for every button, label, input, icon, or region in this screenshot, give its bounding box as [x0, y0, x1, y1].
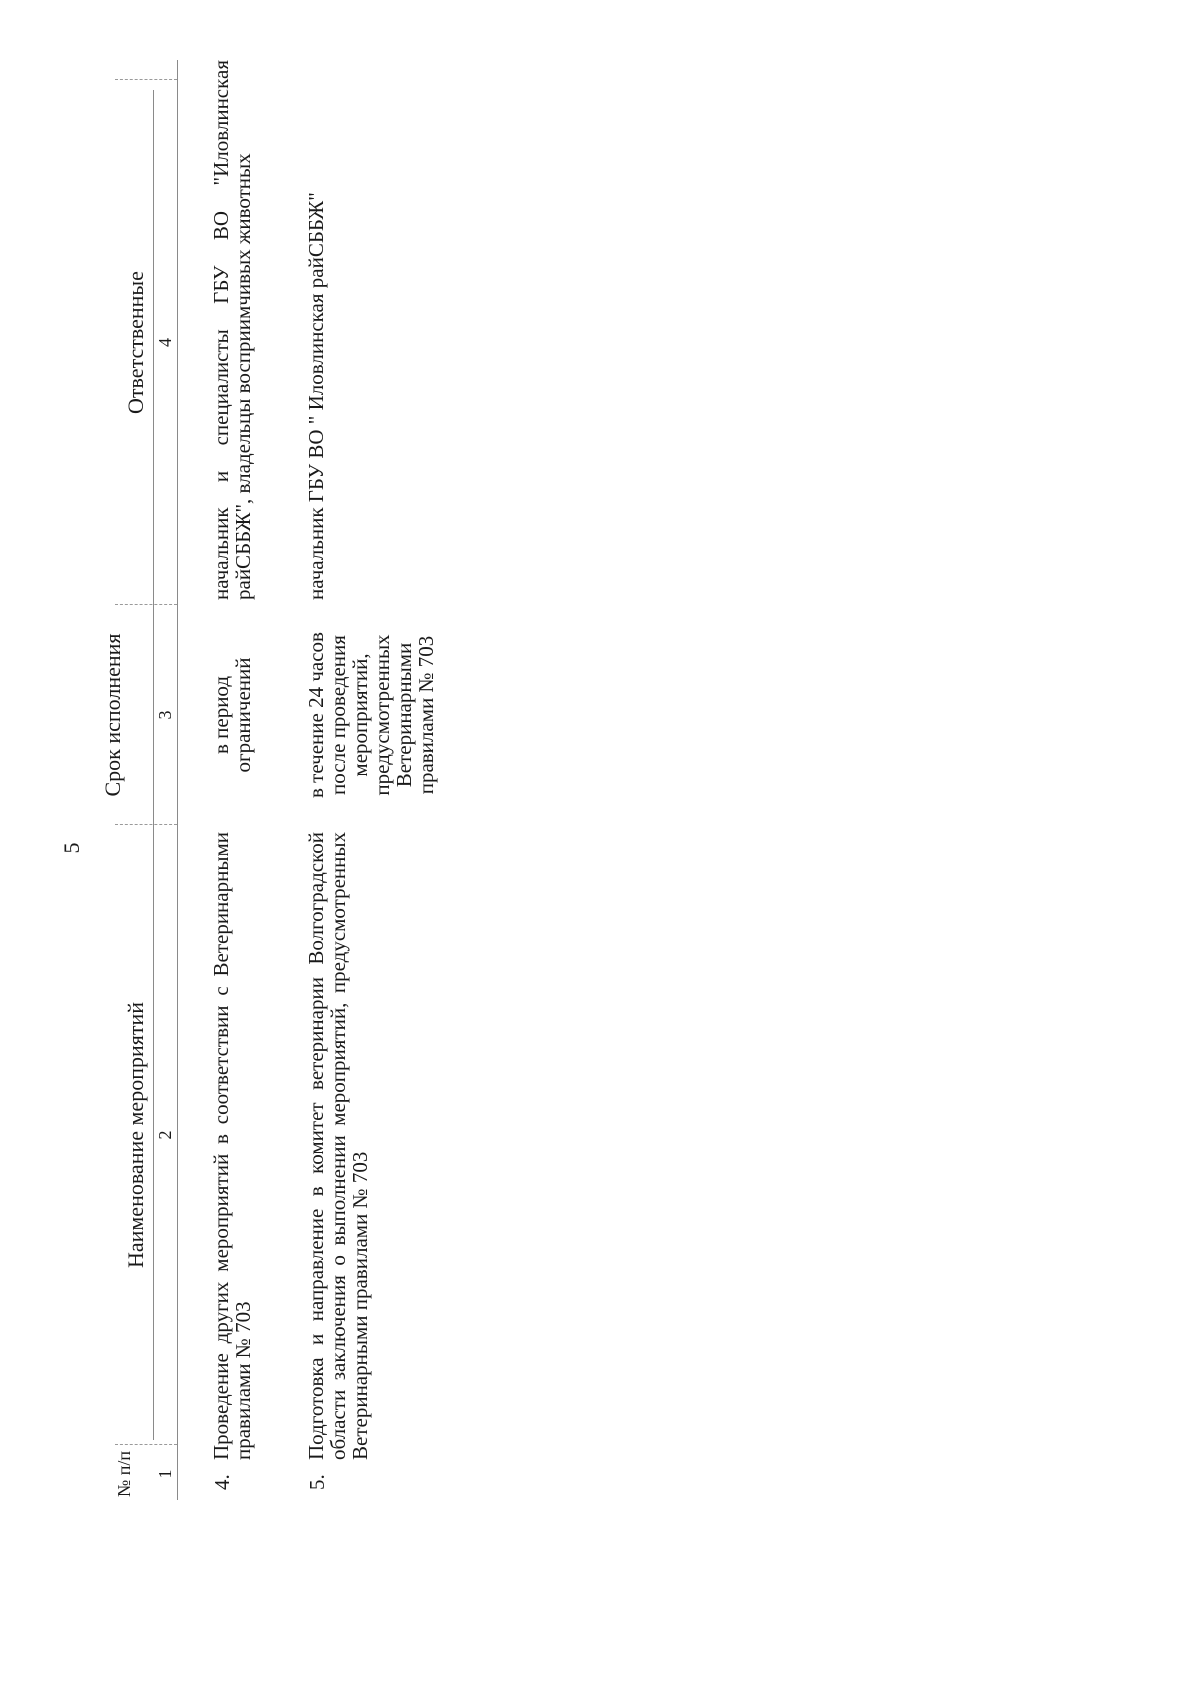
- column-number: 2: [155, 1130, 175, 1140]
- column-number: 4: [155, 338, 175, 347]
- column-divider: [115, 604, 177, 605]
- page-number: 5: [59, 842, 84, 854]
- header-num: № п/п: [114, 1451, 134, 1497]
- column-number: 3: [155, 710, 175, 720]
- row-term: в период ограничений: [209, 657, 255, 773]
- column-divider: [115, 824, 177, 825]
- column-divider: [115, 1444, 177, 1445]
- header-bottom-line: [177, 60, 178, 1500]
- column-number: 1: [155, 1469, 175, 1479]
- header-term: Срок исполнения: [100, 633, 125, 797]
- measures-table: [100, 60, 495, 1500]
- row-number: 5.: [305, 1474, 329, 1490]
- row-name: Подготовка и направление в комитет ветеринарии Волгоградской области заключения о выполнении мероприятий, предусмотренных Ветеринарными правилами № 703: [304, 832, 372, 1460]
- row-term: в течение 24 часов после проведения мероприятий, предусмотренных Ветеринарными правилами № 703: [304, 632, 438, 798]
- row-responsible: начальник и специалисты ГБУ ВО "Иловлинская райСББЖ", владельцы восприимчивых животных: [209, 60, 255, 600]
- row-name: Проведение других мероприятий в соответствии с Ветеринарными правилами № 703: [209, 832, 255, 1460]
- header-resp: Ответственные: [123, 271, 148, 414]
- header-name: Наименование мероприятий: [123, 1001, 148, 1269]
- column-divider: [115, 79, 177, 80]
- row-number: 4.: [210, 1474, 234, 1490]
- row-responsible: начальник ГБУ ВО " Иловлинская райСББЖ": [304, 192, 328, 600]
- header-divider: [153, 90, 154, 1440]
